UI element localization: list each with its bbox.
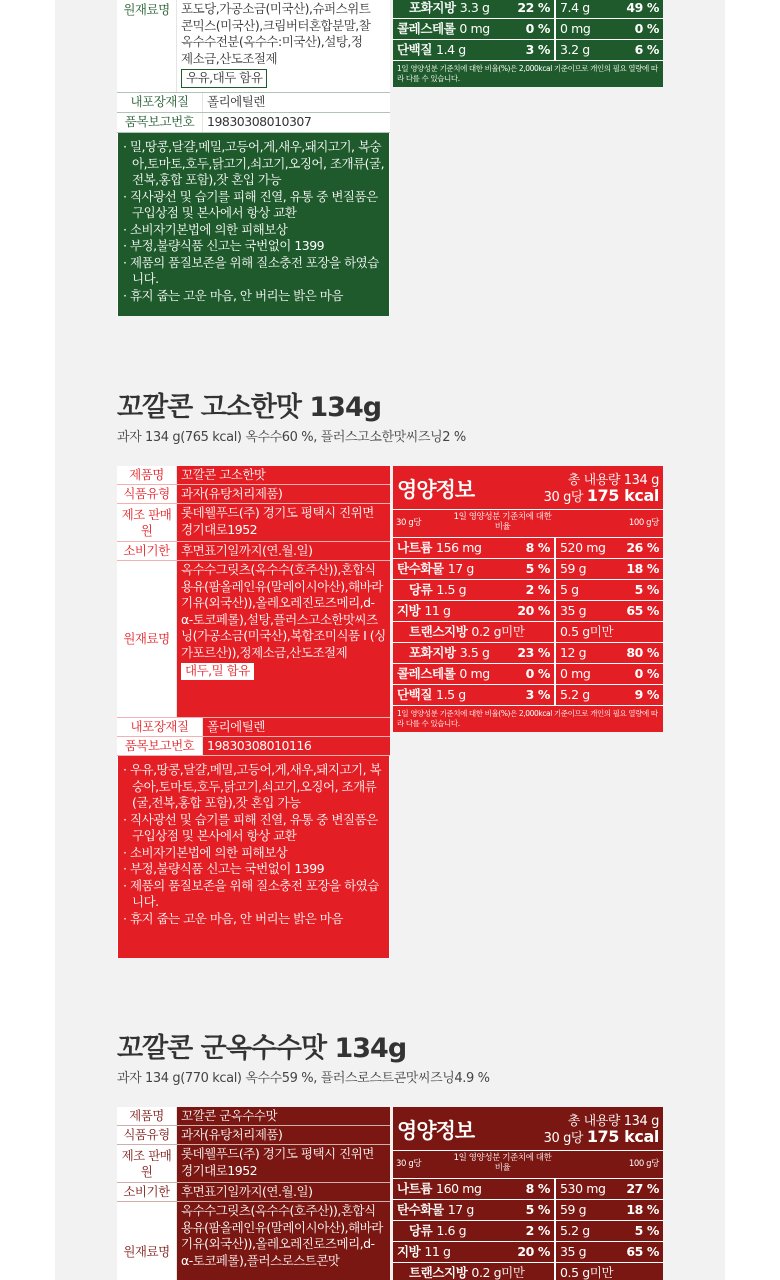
daily-percent: 23 % bbox=[517, 645, 550, 660]
nutrient-amount: 156 mg bbox=[436, 540, 482, 555]
percent-100g: 18 % bbox=[626, 561, 659, 576]
ingredient-line: 콘믹스(미국산),크림버터혼합분말,찰 bbox=[181, 17, 371, 33]
packaging-key: 내포장재질 bbox=[117, 93, 203, 112]
label-value: 과자(유탕처리제품) bbox=[181, 486, 283, 501]
nutrient bbox=[397, 1263, 525, 1280]
amount-100g: 0 mg bbox=[560, 666, 591, 681]
label-row bbox=[117, 1145, 390, 1183]
per-100g bbox=[556, 538, 663, 558]
percent-100g: 49 % bbox=[626, 0, 659, 15]
daily-percent: 20 % bbox=[517, 1244, 550, 1259]
per-serving bbox=[393, 1242, 556, 1262]
nutrient bbox=[397, 622, 525, 642]
nutrition-row bbox=[393, 1241, 663, 1262]
per-100g bbox=[556, 19, 663, 39]
nutrition-title: 영양정보 bbox=[397, 1119, 475, 1143]
nutrient bbox=[397, 40, 466, 60]
daily-percent: 8 % bbox=[525, 1181, 550, 1196]
caution-item: · 소비자기본법에 의한 피해보상 bbox=[123, 844, 288, 860]
report-value: 19830308010116 bbox=[207, 738, 312, 753]
amount-100g: 35 g bbox=[560, 603, 587, 618]
col-daily-value: 1일 영양성분 기준치에 대한 비율 bbox=[453, 1153, 552, 1173]
per-100g bbox=[556, 622, 663, 642]
nutrient-amount: 1.5 g bbox=[436, 582, 467, 597]
percent-100g: 27 % bbox=[626, 1181, 659, 1196]
label-value: 후면표기일까지(연.월.일) bbox=[181, 1184, 313, 1199]
report-key: 품목보고번호 bbox=[117, 737, 203, 755]
nutrition-row bbox=[393, 600, 663, 621]
allergen-tag: 대두,밀 함유 bbox=[181, 663, 254, 680]
nutrition-row bbox=[393, 642, 663, 663]
percent-100g: 0 % bbox=[634, 666, 659, 681]
amount-100g: 35 g bbox=[560, 1244, 587, 1259]
ingredients-text: 옥수수그릿츠(옥수수(호주산)),혼합식용유(팜올레인유(말레이시아산),해바라기유(외국산)),올레오레진로즈메리,d-α-토코페롤),설탕,플러스고소한맛씨즈닝(가공소금(미국산),복합조미식품 I (싱가포르산)),정제소금,산도조절제 bbox=[181, 562, 386, 660]
nutrition-footnote: 1일 영양성분 기준치에 대한 비율(%)은 2,000kcal 기준이므로 개인의 필요 열량에 따라 다를 수 있습니다. bbox=[393, 705, 663, 732]
nutrient-amount: 17 g bbox=[447, 561, 474, 576]
nutrient bbox=[397, 601, 451, 621]
per-100g bbox=[556, 1263, 663, 1280]
percent-100g: 26 % bbox=[626, 540, 659, 555]
amount-100g: 530 mg bbox=[560, 1181, 606, 1196]
nutrient-name: 당류 bbox=[409, 1223, 433, 1238]
nutrient-amount: 0.2 g미만 bbox=[471, 1265, 525, 1280]
percent-100g: 0 % bbox=[634, 21, 659, 36]
ingredient-line: 옥수수전분(옥수수:미국산),설탕,정 bbox=[181, 34, 363, 49]
product-description: 과자 134 g(765 kcal) 옥수수60 %, 플러스고소한맛씨즈닝2 % bbox=[117, 430, 466, 445]
product-title: 꼬깔콘 군옥수수맛 134g bbox=[117, 1033, 407, 1064]
ingredient-line: 포도당,가공소금(미국산),슈퍼스위트 bbox=[181, 1, 371, 16]
caution-item: · 직사광선 및 습기를 피해 진열, 유통 중 변질품은 구입상점 및 본사에서 항상 교환 bbox=[123, 811, 378, 843]
daily-percent: 3 % bbox=[525, 42, 550, 57]
nutrition-row bbox=[393, 537, 663, 558]
caution-item: · 휴지 줍는 고운 마음, 안 버리는 밝은 마음 bbox=[123, 287, 343, 303]
ingredients-key: 원재료명 bbox=[117, 0, 177, 92]
nutrient-name: 지방 bbox=[397, 603, 421, 618]
label-value: 롯데웰푸드(주) 경기도 평택시 진위면 경기대로1952 bbox=[181, 505, 374, 537]
caution-item: · 제품의 품질보존을 위해 질소충전 포장을 하였습니다. bbox=[123, 254, 379, 286]
nutrient-name: 포화지방 bbox=[409, 0, 456, 15]
nutrient-name: 포화지방 bbox=[409, 645, 456, 660]
per-serving bbox=[393, 685, 556, 705]
nutrition-row bbox=[393, 684, 663, 705]
label-row bbox=[117, 485, 390, 504]
ingredients-value: 옥수수그릿츠(옥수수(호주산)),혼합식용유(팜올레인유(말레이시아산),해바라기유(외국산)),올레오레진로즈메리,d-α-토코페롤),플러스로스트콘맛 bbox=[181, 1203, 383, 1268]
label-row bbox=[117, 1126, 390, 1145]
percent-100g: 5 % bbox=[634, 582, 659, 597]
nutrient-amount: 3.3 g bbox=[459, 0, 490, 15]
amount-100g: 7.4 g bbox=[560, 0, 590, 15]
amount-100g: 520 mg bbox=[560, 540, 606, 555]
total-amount: 총 내용량 134 g bbox=[567, 1114, 659, 1129]
label-value: 꼬깔콘 고소한맛 bbox=[181, 467, 266, 482]
caution-item: · 우유,땅콩,달걀,메밀,고등어,게,새우,돼지고기, 복숭아,토마토,호두,닭고기,쇠고기,오징어, 조개류(굴,전복,홍합 포함),잣 혼입 가능 bbox=[123, 762, 382, 810]
nutrition-rows bbox=[393, 1178, 663, 1280]
nutrition-row bbox=[393, 621, 663, 642]
nutrition-header bbox=[393, 466, 663, 509]
nutrition-row bbox=[393, 1220, 663, 1241]
percent-100g: 80 % bbox=[626, 645, 659, 660]
per-100g bbox=[556, 664, 663, 684]
nutrition-footnote: 1일 영양성분 기준치에 대한 비율(%)은 2,000kcal 기준이므로 개인의 필요 열량에 따라 다를 수 있습니다. bbox=[393, 60, 663, 87]
nutrient-name: 트랜스지방 bbox=[409, 1265, 468, 1280]
daily-percent: 2 % bbox=[525, 582, 550, 597]
amount-100g: 0 mg bbox=[560, 21, 591, 36]
label-key: 제품명 bbox=[117, 466, 177, 484]
nutrient-name: 탄수화물 bbox=[397, 1202, 444, 1217]
serving-kcal: 30 g당 175 kcal bbox=[543, 486, 659, 505]
daily-percent: 0 % bbox=[525, 666, 550, 681]
serving-kcal: 30 g당 175 kcal bbox=[543, 1127, 659, 1146]
per-100g bbox=[556, 0, 663, 18]
red-label-panel bbox=[117, 466, 390, 958]
per-serving bbox=[393, 538, 556, 558]
percent-100g: 5 % bbox=[634, 1223, 659, 1238]
brown-label-panel bbox=[117, 1107, 390, 1280]
label-rows bbox=[117, 1107, 390, 1202]
total-amount: 총 내용량 134 g bbox=[567, 473, 659, 488]
ingredients-key: 원재료명 bbox=[117, 561, 177, 717]
per-serving bbox=[393, 580, 556, 600]
nutrition-row bbox=[393, 1178, 663, 1199]
caution-item: · 밀,땅콩,달걀,메밀,고등어,게,새우,돼지고기, 복숭아,토마토,호두,닭고기,쇠고기,오징어, 조개류(굴,전복,홍합 포함),잣 혼입 가능 bbox=[123, 139, 385, 187]
per-100g bbox=[556, 40, 663, 60]
ingredients-row bbox=[117, 561, 390, 718]
per-100g bbox=[556, 559, 663, 579]
nutrition-rows bbox=[393, 0, 663, 60]
col-serving: 30 g당 bbox=[396, 1159, 422, 1169]
ingredients-row bbox=[117, 1202, 390, 1280]
caution-box bbox=[117, 756, 390, 958]
amount-100g: 0.5 g미만 bbox=[560, 1265, 614, 1280]
percent-100g: 9 % bbox=[634, 687, 659, 702]
label-value: 후면표기일까지(연.월.일) bbox=[181, 543, 313, 558]
percent-100g: 18 % bbox=[626, 1202, 659, 1217]
red-nutrition-panel bbox=[393, 466, 663, 732]
caution-box bbox=[117, 133, 390, 316]
packaging-row bbox=[117, 718, 390, 737]
ingredients-value bbox=[177, 561, 390, 717]
nutrition-row bbox=[393, 0, 663, 18]
nutrient bbox=[397, 643, 490, 663]
caution-item: · 소비자기본법에 의한 피해보상 bbox=[123, 221, 288, 237]
product-description: 과자 134 g(770 kcal) 옥수수59 %, 플러스로스트콘맛씨즈닝4.9 % bbox=[117, 1071, 490, 1086]
daily-percent: 8 % bbox=[525, 540, 550, 555]
per-100g bbox=[556, 580, 663, 600]
packaging-value: 폴리에틸렌 bbox=[207, 719, 265, 734]
nutrient-amount: 11 g bbox=[424, 603, 451, 618]
daily-percent: 5 % bbox=[525, 561, 550, 576]
nutrient-amount: 1.5 g bbox=[436, 687, 466, 702]
caution-item: · 휴지 줍는 고운 마음, 안 버리는 밝은 마음 bbox=[123, 910, 343, 926]
per-serving bbox=[393, 664, 556, 684]
packaging-row bbox=[117, 93, 390, 113]
caution-item: · 부정,불량식품 신고는 국번없이 1399 bbox=[123, 861, 325, 876]
per-serving bbox=[393, 1200, 556, 1220]
nutrient-amount: 0 mg bbox=[459, 21, 490, 36]
nutrition-title: 영양정보 bbox=[397, 478, 475, 502]
daily-percent: 22 % bbox=[517, 0, 550, 15]
caution-item: · 직사광선 및 습기를 피해 진열, 유통 중 변질품은 구입상점 및 본사에서 항상 교환 bbox=[123, 188, 378, 220]
per-100g bbox=[556, 643, 663, 663]
green-nutrition-panel bbox=[393, 0, 663, 87]
nutrition-row bbox=[393, 1199, 663, 1220]
nutrient-name: 당류 bbox=[409, 582, 433, 597]
packaging-value: 폴리에틸렌 bbox=[203, 93, 390, 112]
nutrient bbox=[397, 1221, 466, 1241]
per-serving bbox=[393, 19, 556, 39]
per-100g bbox=[556, 1242, 663, 1262]
nutrition-subheader bbox=[393, 1150, 663, 1178]
col-daily-value: 1일 영양성분 기준치에 대한 비율 bbox=[453, 512, 552, 532]
caution-item: · 부정,불량식품 신고는 국번없이 1399 bbox=[123, 238, 325, 253]
nutrition-row bbox=[393, 1262, 663, 1280]
nutrient-amount: 1.4 g bbox=[436, 42, 466, 57]
nutrient bbox=[397, 580, 466, 600]
label-key: 식품유형 bbox=[117, 1126, 177, 1144]
ingredients-value bbox=[177, 0, 390, 92]
nutrition-row bbox=[393, 579, 663, 600]
label-key: 제조 판매원 bbox=[117, 1145, 177, 1182]
per-serving bbox=[393, 622, 556, 642]
percent-100g: 65 % bbox=[626, 603, 659, 618]
daily-percent: 0 % bbox=[525, 21, 550, 36]
nutrient bbox=[397, 0, 490, 18]
nutrient-amount: 1.6 g bbox=[436, 1223, 467, 1238]
per-serving bbox=[393, 643, 556, 663]
nutrient-name: 탄수화물 bbox=[397, 561, 444, 576]
product-title: 꼬깔콘 고소한맛 134g bbox=[117, 392, 382, 423]
nutrient-name: 나트륨 bbox=[397, 1181, 433, 1196]
label-key: 제조 판매원 bbox=[117, 504, 177, 541]
allergen-tag: 우유,대두 함유 bbox=[181, 69, 267, 88]
amount-100g: 12 g bbox=[560, 645, 587, 660]
amount-100g: 0.5 g미만 bbox=[560, 624, 614, 639]
per-serving bbox=[393, 0, 556, 18]
label-row bbox=[117, 1183, 390, 1202]
per-serving bbox=[393, 1179, 556, 1199]
nutrition-row bbox=[393, 18, 663, 39]
col-serving: 30 g당 bbox=[396, 518, 422, 528]
per-100g bbox=[556, 1179, 663, 1199]
nutrient-name: 단백질 bbox=[397, 42, 433, 57]
ingredients-row bbox=[117, 0, 390, 93]
label-value: 롯데웰푸드(주) 경기도 평택시 진위면 경기대로1952 bbox=[181, 1146, 374, 1178]
amount-100g: 59 g bbox=[560, 1202, 587, 1217]
per-serving bbox=[393, 40, 556, 60]
nutrient-amount: 17 g bbox=[447, 1202, 474, 1217]
label-row bbox=[117, 542, 390, 561]
daily-percent: 5 % bbox=[525, 1202, 550, 1217]
nutrient-name: 트랜스지방 bbox=[409, 624, 468, 639]
nutrient bbox=[397, 538, 482, 558]
report-row bbox=[117, 737, 390, 756]
label-value: 꼬깔콘 군옥수수맛 bbox=[181, 1108, 278, 1123]
nutrient bbox=[397, 19, 490, 39]
label-row bbox=[117, 466, 390, 485]
per-100g bbox=[556, 685, 663, 705]
per-100g bbox=[556, 601, 663, 621]
per-serving bbox=[393, 1221, 556, 1241]
label-row bbox=[117, 1107, 390, 1126]
nutrient bbox=[397, 664, 490, 684]
per-serving bbox=[393, 601, 556, 621]
label-value: 과자(유탕처리제품) bbox=[181, 1127, 283, 1142]
ingredients-text bbox=[181, 1, 386, 67]
report-value: 19830308010307 bbox=[203, 113, 390, 132]
nutrition-row bbox=[393, 39, 663, 60]
amount-100g: 3.2 g bbox=[560, 42, 590, 57]
label-row bbox=[117, 504, 390, 542]
report-row bbox=[117, 113, 390, 133]
nutrient-amount: 11 g bbox=[424, 1244, 451, 1259]
nutrient bbox=[397, 559, 474, 579]
nutrient-amount: 0.2 g미만 bbox=[471, 624, 525, 639]
percent-100g: 65 % bbox=[626, 1244, 659, 1259]
nutrient-amount: 3.5 g bbox=[459, 645, 490, 660]
daily-percent: 3 % bbox=[525, 687, 550, 702]
nutrient-name: 단백질 bbox=[397, 687, 433, 702]
label-key: 제품명 bbox=[117, 1107, 177, 1125]
col-100g: 100 g당 bbox=[628, 1159, 659, 1169]
col-100g: 100 g당 bbox=[628, 518, 659, 528]
brown-nutrition-panel bbox=[393, 1107, 663, 1280]
label-rows bbox=[117, 466, 390, 561]
daily-percent: 2 % bbox=[525, 1223, 550, 1238]
nutrient-name: 콜레스테롤 bbox=[397, 21, 456, 36]
green-label-panel bbox=[117, 0, 390, 316]
nutrient-amount: 160 mg bbox=[436, 1181, 482, 1196]
nutrient bbox=[397, 1200, 474, 1220]
daily-percent: 20 % bbox=[517, 603, 550, 618]
nutrition-subheader bbox=[393, 509, 663, 537]
nutrient-name: 나트륨 bbox=[397, 540, 433, 555]
ingredient-line: 제소금,산도조절제 bbox=[181, 50, 278, 66]
report-key: 품목보고번호 bbox=[117, 113, 203, 132]
label-key: 소비기한 bbox=[117, 1183, 177, 1201]
nutrition-header bbox=[393, 1107, 663, 1150]
nutrition-rows bbox=[393, 537, 663, 705]
nutrient bbox=[397, 1242, 451, 1262]
nutrition-row bbox=[393, 663, 663, 684]
label-key: 식품유형 bbox=[117, 485, 177, 503]
amount-100g: 59 g bbox=[560, 561, 587, 576]
nutrient bbox=[397, 685, 466, 705]
label-key: 소비기한 bbox=[117, 542, 177, 560]
per-serving bbox=[393, 559, 556, 579]
nutrient-amount: 0 mg bbox=[459, 666, 490, 681]
percent-100g: 6 % bbox=[634, 42, 659, 57]
caution-item: · 제품의 품질보존을 위해 질소충전 포장을 하였습니다. bbox=[123, 877, 379, 909]
per-100g bbox=[556, 1200, 663, 1220]
per-100g bbox=[556, 1221, 663, 1241]
packaging-key: 내포장재질 bbox=[117, 718, 203, 736]
amount-100g: 5.2 g bbox=[560, 687, 590, 702]
amount-100g: 5.2 g bbox=[560, 1223, 590, 1238]
per-serving bbox=[393, 1263, 556, 1280]
amount-100g: 5 g bbox=[560, 582, 579, 597]
nutrient-name: 콜레스테롤 bbox=[397, 666, 456, 681]
ingredients-key: 원재료명 bbox=[117, 1202, 177, 1280]
nutrient bbox=[397, 1179, 482, 1199]
nutrient-name: 지방 bbox=[397, 1244, 421, 1259]
nutrition-row bbox=[393, 558, 663, 579]
